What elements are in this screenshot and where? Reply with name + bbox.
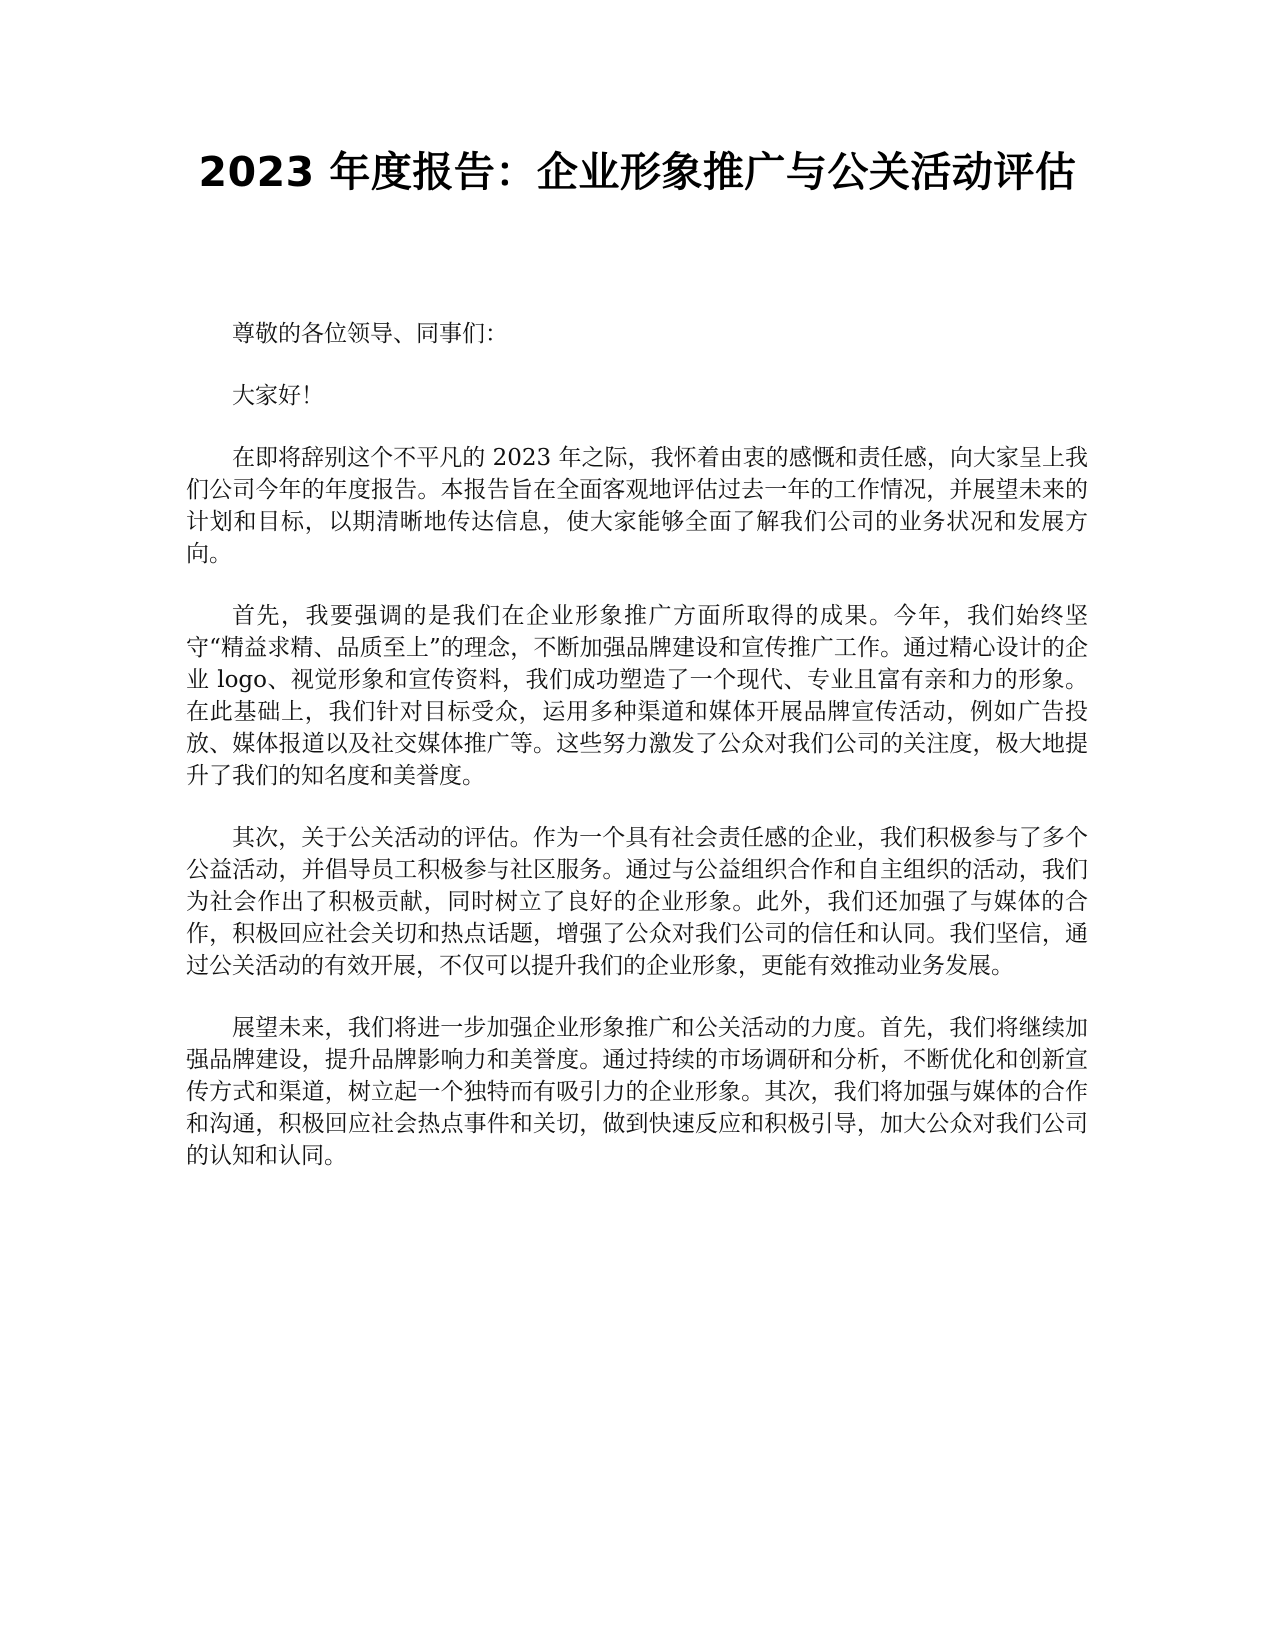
greeting: 大家好！ — [232, 383, 324, 409]
salutation: 尊敬的各位领导、同事们： — [232, 321, 508, 347]
paragraph-brand-promotion: 首先，我要强调的是我们在企业形象推广方面所取得的成果。今年，我们始终坚守“精益求精、品质至上”的理念，不断加强品牌建设和宣传推广工作。通过精心设计的企业 logo、视觉形象和宣传资料，我们成功塑造了一个现代、专业且富有亲和力的形象。在此基础上，我们针对目标受众，运用多种渠道和媒体开展品牌宣传活动，例如广告投放、媒体报道以及社交媒体推广等。这些努力激发了公众对我们公司的关注度，极大地提升了我们的知名度和美誉度。 — [186, 603, 1088, 789]
paragraph-pr-evaluation: 其次，关于公关活动的评估。作为一个具有社会责任感的企业，我们积极参与了多个公益活动，并倡导员工积极参与社区服务。通过与公益组织合作和自主组织的活动，我们为社会作出了积极贡献，同时树立了良好的企业形象。此外，我们还加强了与媒体的合作，积极回应社会关切和热点话题，增强了公众对我们公司的信任和认同。我们坚信，通过公关活动的有效开展，不仅可以提升我们的企业形象，更能有效推动业务发展。 — [186, 825, 1088, 979]
paragraph-outlook: 展望未来，我们将进一步加强企业形象推广和公关活动的力度。首先，我们将继续加强品牌建设，提升品牌影响力和美誉度。通过持续的市场调研和分析，不断优化和创新宣传方式和渠道，树立起一个独特而有吸引力的企业形象。其次，我们将加强与媒体的合作和沟通，积极回应社会热点事件和关切，做到快速反应和积极引导，加大公众对我们公司的认知和认同。 — [186, 1015, 1088, 1169]
document-body — [186, 318, 1088, 1202]
paragraph-intro: 在即将辞别这个不平凡的 2023 年之际，我怀着由衷的感慨和责任感，向大家呈上我们公司今年的年度报告。本报告旨在全面客观地评估过去一年的工作情况，并展望未来的计划和目标，以期清晰地传达信息，使大家能够全面了解我们公司的业务状况和发展方向。 — [186, 445, 1088, 567]
document-title: 2023 年度报告：企业形象推广与公关活动评估 — [198, 148, 1077, 196]
